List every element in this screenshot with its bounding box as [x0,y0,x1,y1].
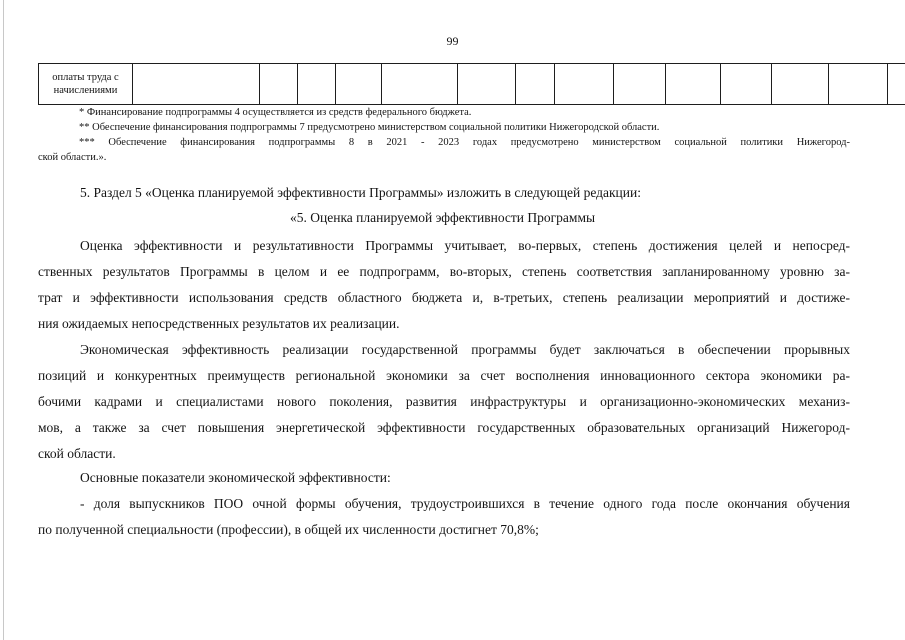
row-label-line: оплаты труда с [52,72,119,83]
paragraph-line: Оценка эффективности и результативности Программы учитывает, во-первых, степень достижения целей и непосред- [80,238,850,253]
section-intro: 5. Раздел 5 «Оценка планируемой эффективности Программы» изложить в следующей редакции: [80,185,641,200]
paragraph-line: ской области. [38,446,116,461]
footnote-1: * Финансирование подпрограммы 4 осуществляется из средств федерального бюджета. [79,107,472,118]
footnote-3: *** Обеспечение финансирования подпрограммы 8 в 2021 - 2023 годах предусмотрено министерством социальной политики Нижегород- [79,137,850,148]
paragraph-line: Экономическая эффективность реализации государственной программы будет заключаться в обеспечении прорывных [80,342,850,357]
table-cell [336,64,382,105]
paragraph-line: мов, а также за счет повышения энергетической эффективности государственных образовательных организаций Нижегород- [38,420,850,435]
table-cell [260,64,298,105]
table-cell [772,64,829,105]
table-cell [666,64,721,105]
paragraph-line: ственных результатов Программы в целом и ее подпрограмм, во-вторых, степень соответствия запланированному уровню за- [38,264,850,279]
paragraph-line: Основные показатели экономической эффективности: [80,470,391,485]
table-cell [133,64,260,105]
paragraph-line: - доля выпускников ПОО очной формы обучения, трудоустроившихся в течение одного года после окончания обучения [80,496,850,511]
page-number: 99 [446,34,459,48]
row-label-line: начислениями [53,85,118,96]
paragraph-line: по полученной специальности (профессии), в общей их численности достигнет 70,8%; [38,522,539,537]
table-cell [458,64,516,105]
section-heading: «5. Оценка планируемой эффективности Программы [290,210,596,225]
table-cell [298,64,336,105]
table-cell [614,64,666,105]
table-cell [516,64,555,105]
table-cell [382,64,458,105]
paragraph-line: позиций и конкурентных преимуществ региональной экономики за счет восполнения инновационного сектора экономики ра- [38,368,850,383]
paragraph-line: бочими кадрами и специалистами нового поколения, развития инфраструктуры и организационно-экономических механиз- [38,394,850,409]
paragraph-line: трат и эффективности использования средств областного бюджета и, в-третьих, степень реализации мероприятий и достиже- [38,290,850,305]
table-row [39,64,905,105]
table-cell [829,64,888,105]
table-cell [555,64,614,105]
table-cell [721,64,772,105]
footnote-3-continuation: ской области.». [38,152,107,163]
scan-margin-line [3,0,4,640]
paragraph-line: ния ожидаемых непосредственных результатов их реализации. [38,316,400,331]
table-cell [888,64,905,105]
row-label-cell [39,64,133,105]
footnote-2: ** Обеспечение финансирования подпрограммы 7 предусмотрено министерством социальной политики Нижегородской области. [79,122,660,133]
budget-table-fragment [38,63,905,105]
